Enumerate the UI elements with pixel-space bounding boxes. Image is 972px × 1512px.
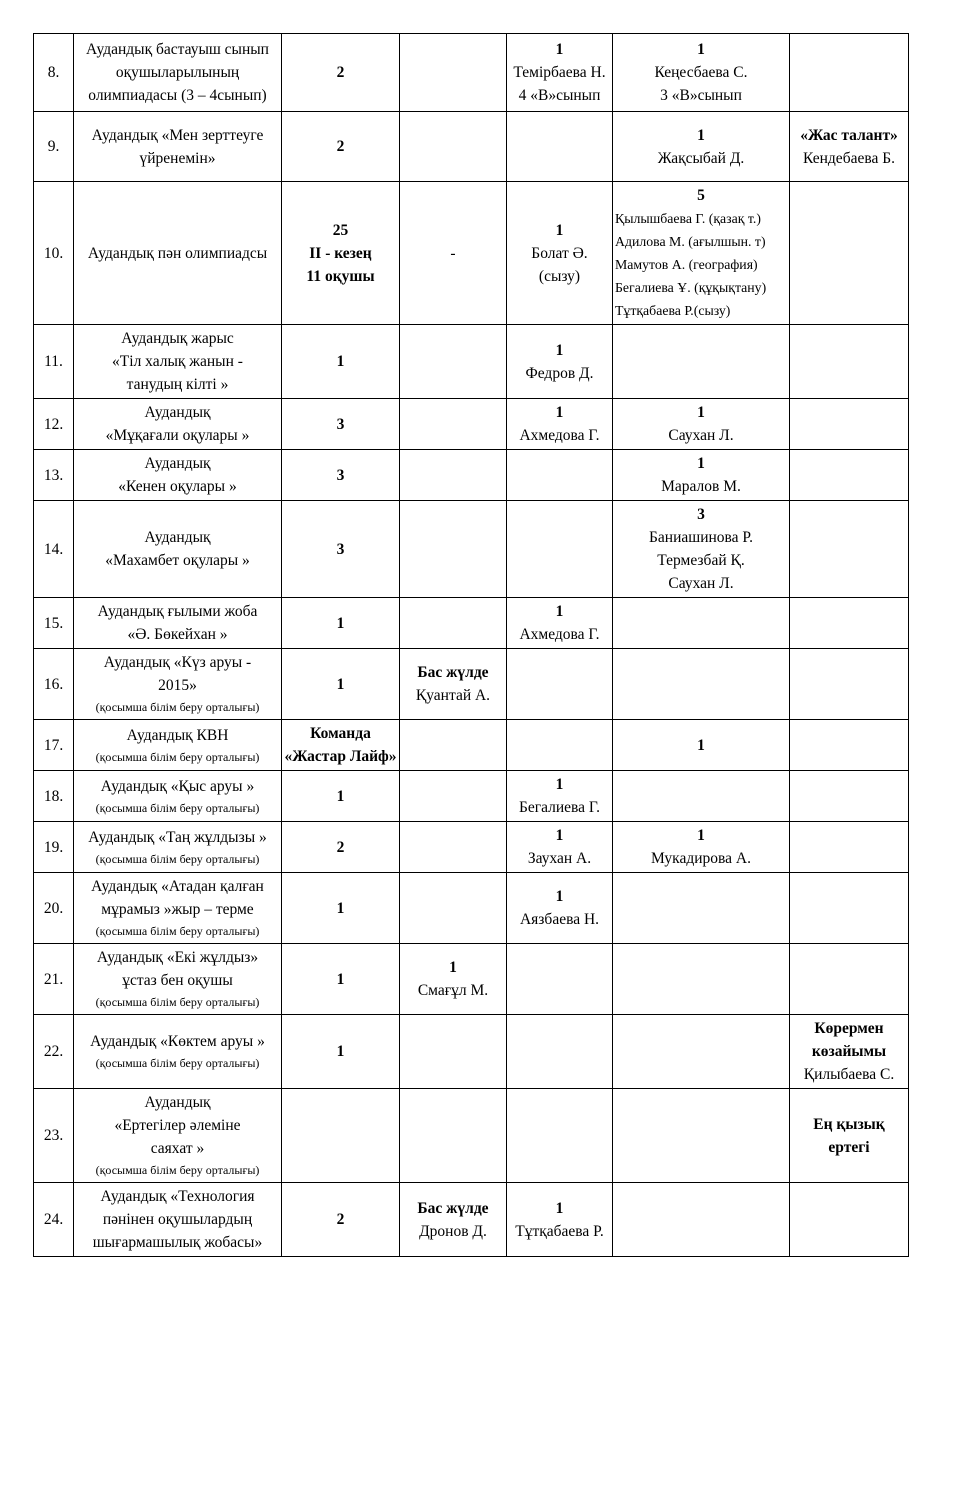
result-col-2 bbox=[507, 112, 613, 182]
event-name bbox=[74, 1089, 282, 1183]
table-row bbox=[34, 873, 909, 944]
event-name-line: мұрамыз »жыр – терме bbox=[101, 901, 254, 918]
event-name bbox=[74, 450, 282, 501]
event-name-line: Аудандық бастауыш сынып bbox=[86, 41, 269, 58]
result-col-2 bbox=[507, 771, 613, 822]
result-line: 3 «В»сынып bbox=[660, 87, 742, 104]
award-line: көзайымы bbox=[811, 1043, 887, 1060]
row-number: 10. bbox=[34, 182, 74, 325]
result-line: 1 bbox=[555, 1199, 564, 1217]
row-number: 20. bbox=[34, 873, 74, 944]
result-line: 1 bbox=[555, 827, 564, 844]
result-col-1 bbox=[400, 325, 507, 399]
result-col-3 bbox=[613, 182, 790, 325]
table-row bbox=[34, 182, 909, 325]
result-line: 3 bbox=[697, 506, 705, 523]
participants-line: «Жастар Лайф» bbox=[284, 748, 397, 765]
result-line: - bbox=[450, 244, 456, 262]
event-name-line: Аудандық пән олимпиадсы bbox=[87, 244, 268, 262]
event-name-line: Аудандық bbox=[144, 404, 211, 421]
event-organizer-note: (қосымша білім беру орталығы) bbox=[95, 924, 260, 938]
event-organizer-note: (қосымша білім беру орталығы) bbox=[95, 800, 260, 815]
special-award bbox=[790, 450, 909, 501]
result-col-3 bbox=[613, 944, 790, 1015]
result-col-1 bbox=[400, 873, 507, 944]
result-line: Баниашинова Р. bbox=[649, 529, 753, 546]
event-name bbox=[74, 944, 282, 1015]
participants-count: 1 bbox=[282, 325, 400, 399]
result-col-3 bbox=[613, 450, 790, 501]
result-line: 1 bbox=[555, 41, 564, 58]
special-award bbox=[790, 720, 909, 771]
result-col-3 bbox=[613, 873, 790, 944]
result-col-1 bbox=[400, 1183, 507, 1257]
result-line: Дронов Д. bbox=[419, 1222, 487, 1240]
award-line: ертегі bbox=[828, 1138, 870, 1156]
event-name bbox=[74, 720, 282, 771]
event-name-line: «Ертегілер әлеміне bbox=[114, 1117, 241, 1134]
special-award bbox=[790, 944, 909, 1015]
event-name bbox=[74, 649, 282, 720]
result-col-2 bbox=[507, 598, 613, 649]
row-number: 17. bbox=[34, 720, 74, 771]
result-line: Маралов М. bbox=[661, 478, 741, 495]
result-col-1 bbox=[400, 822, 507, 873]
award-line: Көрермен bbox=[814, 1020, 884, 1037]
result-line: Болат Ә. bbox=[531, 244, 588, 262]
row-number: 11. bbox=[34, 325, 74, 399]
result-line: Смағұл М. bbox=[417, 982, 489, 999]
row-number: 22. bbox=[34, 1015, 74, 1089]
result-line: Мукадирова А. bbox=[651, 850, 751, 867]
event-name-line: «Махамбет оқулары » bbox=[105, 552, 250, 569]
event-name-line: Аудандық bbox=[144, 529, 211, 546]
special-award bbox=[790, 34, 909, 112]
result-col-2 bbox=[507, 1183, 613, 1257]
event-name bbox=[74, 1015, 282, 1089]
participants-count: 2 bbox=[282, 34, 400, 112]
winner-list-item: Адилова М. (ағылшын. т) bbox=[615, 234, 766, 249]
table-row bbox=[34, 598, 909, 649]
result-col-3 bbox=[613, 325, 790, 399]
event-name bbox=[74, 325, 282, 399]
result-col-2 bbox=[507, 34, 613, 112]
table-row bbox=[34, 720, 909, 771]
participants-count bbox=[282, 182, 400, 325]
result-line: 1 bbox=[555, 603, 564, 620]
result-line: 1 bbox=[555, 404, 564, 421]
table-row bbox=[34, 399, 909, 450]
participants-count: 3 bbox=[282, 450, 400, 501]
table-row bbox=[34, 1183, 909, 1257]
participants-count: 3 bbox=[282, 399, 400, 450]
winner-list-item: Бегалиева Ұ. (құқықтану) bbox=[615, 280, 767, 295]
event-name bbox=[74, 1183, 282, 1257]
award-line: «Жас талант» bbox=[800, 126, 898, 144]
result-col-1 bbox=[400, 501, 507, 598]
event-name-line: Аудандық «Мен зерттеуге bbox=[91, 126, 264, 144]
special-award bbox=[790, 1183, 909, 1257]
result-col-3 bbox=[613, 1015, 790, 1089]
event-organizer-note: (қосымша білім беру орталығы) bbox=[95, 1056, 260, 1070]
result-line: 5 bbox=[697, 187, 705, 204]
result-line: 1 bbox=[555, 888, 564, 905]
event-name-line: үйренемін» bbox=[139, 149, 216, 167]
participants-count bbox=[282, 720, 400, 771]
special-award bbox=[790, 873, 909, 944]
result-line: 1 bbox=[697, 827, 705, 844]
table-row bbox=[34, 1089, 909, 1183]
result-line: Жақсыбай Д. bbox=[657, 149, 745, 167]
result-col-2 bbox=[507, 399, 613, 450]
event-name-line: Аудандық ғылыми жоба bbox=[97, 603, 258, 620]
event-name-line: олимпиадасы (3 – 4сынып) bbox=[88, 87, 267, 104]
result-line: Заухан А. bbox=[527, 850, 592, 867]
event-name bbox=[74, 822, 282, 873]
event-name-line: «Тіл халық жанын - bbox=[112, 353, 243, 370]
result-col-2 bbox=[507, 822, 613, 873]
result-line: 1 bbox=[697, 736, 705, 754]
event-name-line: Аудандық «Күз аруы - bbox=[103, 654, 252, 671]
award-line: Ең қызық bbox=[813, 1115, 885, 1133]
result-col-2 bbox=[507, 649, 613, 720]
participants-line: Команда bbox=[310, 725, 371, 742]
result-col-1 bbox=[400, 399, 507, 450]
table-row bbox=[34, 450, 909, 501]
special-award bbox=[790, 598, 909, 649]
result-col-2 bbox=[507, 1089, 613, 1183]
table-row bbox=[34, 1015, 909, 1089]
participants-count: 1 bbox=[282, 598, 400, 649]
special-award bbox=[790, 1089, 909, 1183]
participants-count: 2 bbox=[282, 1183, 400, 1257]
event-name-line: Аудандық жарыс bbox=[121, 330, 234, 347]
participants-count: 1 bbox=[282, 771, 400, 822]
result-line: Темірбаева Н. bbox=[513, 64, 606, 81]
award-line: Кендебаева Б. bbox=[803, 149, 895, 167]
row-number: 18. bbox=[34, 771, 74, 822]
result-line: 4 «В»сынып bbox=[518, 87, 601, 104]
participants-count bbox=[282, 1089, 400, 1183]
result-line: Қуантай А. bbox=[415, 687, 491, 704]
participants-count: 1 bbox=[282, 873, 400, 944]
row-number: 9. bbox=[34, 112, 74, 182]
event-name bbox=[74, 598, 282, 649]
event-name-line: «Кенен оқулары » bbox=[118, 478, 237, 495]
participants-line: 25 bbox=[332, 221, 349, 239]
special-award bbox=[790, 182, 909, 325]
result-col-1 bbox=[400, 182, 507, 325]
results-table bbox=[33, 33, 909, 1257]
result-col-3 bbox=[613, 34, 790, 112]
event-name-line: ұстаз бен оқушы bbox=[122, 972, 233, 989]
participants-count: 2 bbox=[282, 112, 400, 182]
result-col-3 bbox=[613, 399, 790, 450]
result-col-1 bbox=[400, 944, 507, 1015]
special-award bbox=[790, 325, 909, 399]
result-line: Бегалиева Г. bbox=[518, 799, 601, 816]
participants-count: 3 bbox=[282, 501, 400, 598]
result-line: Саухан Л. bbox=[668, 427, 734, 444]
result-line: Федров Д. bbox=[525, 364, 594, 382]
result-col-3 bbox=[613, 598, 790, 649]
event-name-line: Аудандық «Көктем аруы » bbox=[90, 1033, 265, 1050]
special-award bbox=[790, 1015, 909, 1089]
result-col-2 bbox=[507, 720, 613, 771]
result-line: (сызу) bbox=[538, 267, 581, 285]
result-col-1 bbox=[400, 771, 507, 822]
result-col-1 bbox=[400, 112, 507, 182]
event-name-line: саяхат » bbox=[150, 1140, 205, 1157]
result-line: 1 bbox=[697, 41, 705, 58]
event-name-line: Аудандық bbox=[144, 455, 211, 472]
event-name bbox=[74, 34, 282, 112]
event-organizer-note: (қосымша білім беру орталығы) bbox=[95, 749, 260, 764]
table-row bbox=[34, 649, 909, 720]
result-line: Бас жүлде bbox=[417, 664, 489, 681]
row-number: 21. bbox=[34, 944, 74, 1015]
result-col-3 bbox=[613, 822, 790, 873]
row-number: 19. bbox=[34, 822, 74, 873]
result-col-3 bbox=[613, 1183, 790, 1257]
participants-line: ІІ - кезең bbox=[309, 244, 372, 262]
result-col-3 bbox=[613, 649, 790, 720]
special-award bbox=[790, 399, 909, 450]
row-number: 23. bbox=[34, 1089, 74, 1183]
event-organizer-note: (қосымша білім беру орталығы) bbox=[95, 851, 260, 866]
participants-count: 2 bbox=[282, 822, 400, 873]
result-line: Аязбаева Н. bbox=[519, 911, 600, 928]
special-award bbox=[790, 112, 909, 182]
result-line: Термезбай Қ. bbox=[657, 552, 745, 569]
event-name-line: танудың кілті » bbox=[126, 376, 229, 393]
table-row bbox=[34, 34, 909, 112]
event-organizer-note: (қосымша білім беру орталығы) bbox=[95, 995, 260, 1009]
special-award bbox=[790, 501, 909, 598]
event-name-line: 2015» bbox=[158, 677, 197, 694]
event-organizer-note: (қосымша білім беру орталығы) bbox=[95, 1163, 260, 1177]
result-col-1 bbox=[400, 1015, 507, 1089]
table-row bbox=[34, 501, 909, 598]
result-col-1 bbox=[400, 1089, 507, 1183]
winner-list-item: Мамутов А. (география) bbox=[615, 257, 758, 272]
award-line: Қилыбаева С. bbox=[803, 1066, 895, 1083]
result-line: 1 bbox=[449, 959, 457, 976]
participants-count: 1 bbox=[282, 1015, 400, 1089]
result-line: 1 bbox=[555, 221, 564, 239]
row-number: 15. bbox=[34, 598, 74, 649]
participants-count: 1 bbox=[282, 649, 400, 720]
special-award bbox=[790, 822, 909, 873]
row-number: 14. bbox=[34, 501, 74, 598]
result-line: 1 bbox=[555, 341, 564, 359]
result-line: Бас жүлде bbox=[417, 1199, 489, 1217]
result-col-2 bbox=[507, 501, 613, 598]
event-name bbox=[74, 399, 282, 450]
event-name bbox=[74, 182, 282, 325]
event-name-line: шығармашылық жобасы» bbox=[92, 1234, 263, 1251]
result-col-3 bbox=[613, 501, 790, 598]
result-line: 1 bbox=[555, 776, 564, 793]
result-col-1 bbox=[400, 34, 507, 112]
event-name bbox=[74, 771, 282, 822]
result-line: 1 bbox=[697, 126, 705, 144]
row-number: 24. bbox=[34, 1183, 74, 1257]
result-col-1 bbox=[400, 598, 507, 649]
row-number: 13. bbox=[34, 450, 74, 501]
winners-list bbox=[615, 207, 787, 322]
result-line: 1 bbox=[697, 455, 705, 472]
special-award bbox=[790, 649, 909, 720]
event-name-line: Аудандық «Екі жұлдыз» bbox=[96, 949, 259, 966]
winner-list-item: Тұтқабаева Р.(сызу) bbox=[615, 303, 731, 318]
result-col-2 bbox=[507, 182, 613, 325]
event-name-line: «Мұқағали оқулары » bbox=[105, 427, 250, 444]
result-line: Саухан Л. bbox=[668, 575, 734, 592]
row-number: 16. bbox=[34, 649, 74, 720]
result-line: Кеңесбаева С. bbox=[654, 64, 748, 81]
table-row bbox=[34, 325, 909, 399]
table-row bbox=[34, 944, 909, 1015]
participants-line: 11 оқушы bbox=[306, 267, 375, 285]
event-name-line: пәнінен оқушылардың bbox=[102, 1211, 253, 1228]
row-number: 8. bbox=[34, 34, 74, 112]
result-col-1 bbox=[400, 720, 507, 771]
event-name-line: Аудандық bbox=[144, 1094, 211, 1111]
table-row bbox=[34, 771, 909, 822]
result-col-2 bbox=[507, 944, 613, 1015]
event-name bbox=[74, 112, 282, 182]
result-line: Ахмедова Г. bbox=[519, 427, 600, 444]
winner-list-item: Қылышбаева Г. (қазақ т.) bbox=[615, 211, 761, 226]
event-name-line: «Ә. Бөкейхан » bbox=[127, 626, 228, 643]
event-name bbox=[74, 501, 282, 598]
result-col-2 bbox=[507, 450, 613, 501]
result-col-3 bbox=[613, 720, 790, 771]
event-name-line: Аудандық КВН bbox=[126, 726, 229, 744]
event-name-line: оқушыларылының bbox=[115, 64, 240, 81]
result-col-3 bbox=[613, 112, 790, 182]
result-col-3 bbox=[613, 1089, 790, 1183]
result-col-3 bbox=[613, 771, 790, 822]
result-line: Тұтқабаева Р. bbox=[515, 1222, 604, 1240]
result-col-1 bbox=[400, 450, 507, 501]
result-col-2 bbox=[507, 873, 613, 944]
special-award bbox=[790, 771, 909, 822]
table-row bbox=[34, 822, 909, 873]
result-line: 1 bbox=[697, 404, 705, 421]
table-row bbox=[34, 112, 909, 182]
participants-count: 1 bbox=[282, 944, 400, 1015]
event-name-line: Аудандық «Таң жұлдызы » bbox=[88, 828, 267, 846]
result-col-2 bbox=[507, 1015, 613, 1089]
event-name-line: Аудандық «Қыс аруы » bbox=[100, 777, 255, 795]
event-name bbox=[74, 873, 282, 944]
event-organizer-note: (қосымша білім беру орталығы) bbox=[95, 700, 260, 714]
result-col-1 bbox=[400, 649, 507, 720]
event-name-line: Аудандық «Атадан қалған bbox=[91, 878, 264, 895]
result-line: Ахмедова Г. bbox=[519, 626, 600, 643]
row-number: 12. bbox=[34, 399, 74, 450]
event-name-line: Аудандық «Технология bbox=[100, 1188, 255, 1205]
result-col-2 bbox=[507, 325, 613, 399]
